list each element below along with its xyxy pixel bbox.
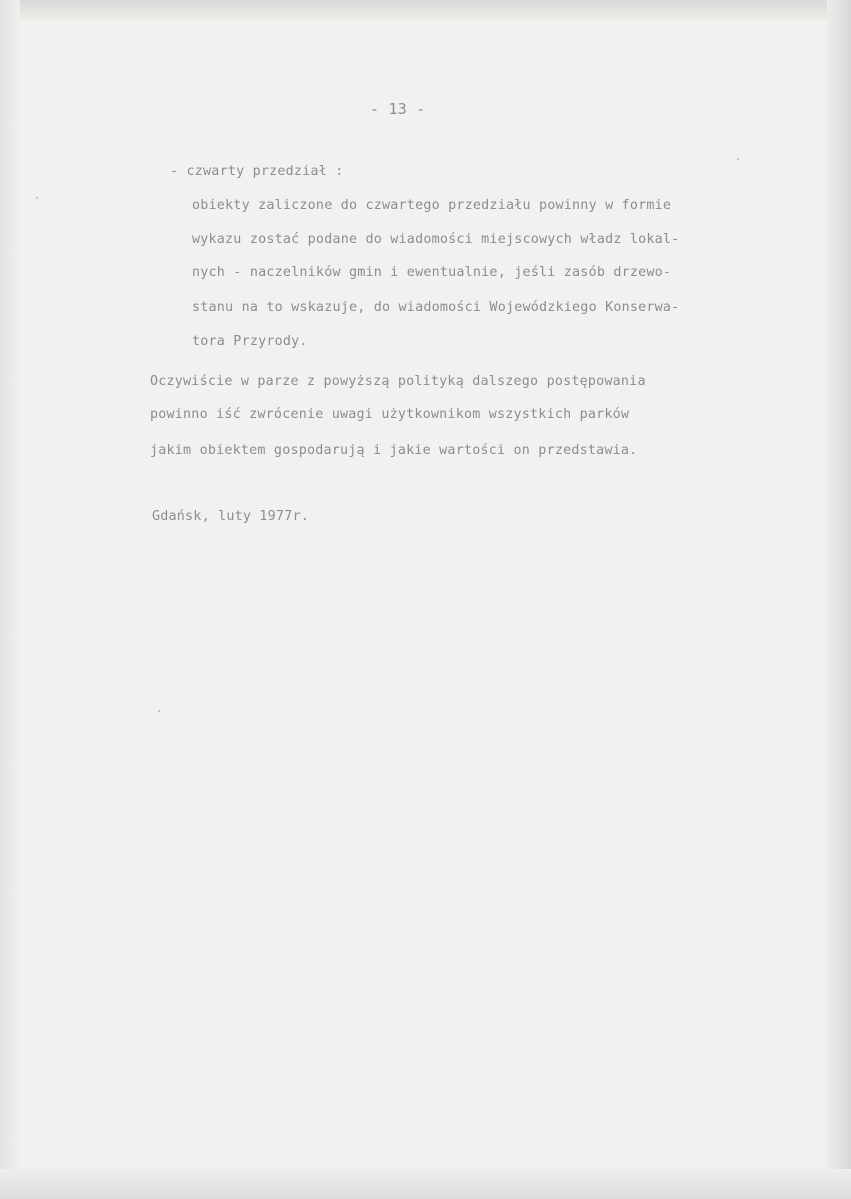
- section-line: stanu na to wskazuje, do wiadomości Wojewódzkiego Konserwa-: [192, 300, 680, 315]
- paragraph-line: jakim obiektem gospodarują i jakie wartości on przedstawia.: [150, 443, 638, 458]
- paragraph-line: Oczywiście w parze z powyższą polityką dalszego postępowania: [150, 374, 646, 389]
- section-heading: - czwarty przedział :: [170, 164, 344, 179]
- scan-border-bottom: [0, 1169, 851, 1199]
- section-line: tora Przyrody.: [192, 334, 308, 349]
- page-number: - 13 -: [370, 100, 426, 118]
- section-line: nych - naczelników gmin i ewentualnie, jeśli zasób drzewo-: [192, 265, 672, 280]
- scan-speck: [36, 197, 38, 199]
- scan-border-top: [0, 0, 851, 20]
- section-line: wykazu zostać podane do wiadomości miejscowych władz lokal-: [192, 232, 680, 247]
- place-date-signature: Gdańsk, luty 1977r.: [152, 509, 309, 524]
- scan-speck: [737, 158, 739, 160]
- scan-speck: [158, 710, 160, 712]
- scan-border-right: [827, 0, 851, 1199]
- scan-border-left: [0, 0, 20, 1199]
- section-line: obiekty zaliczone do czwartego przedziału powinny w formie: [192, 198, 672, 213]
- paragraph-line: powinno iść zwrócenie uwagi użytkownikom wszystkich parków: [150, 407, 630, 422]
